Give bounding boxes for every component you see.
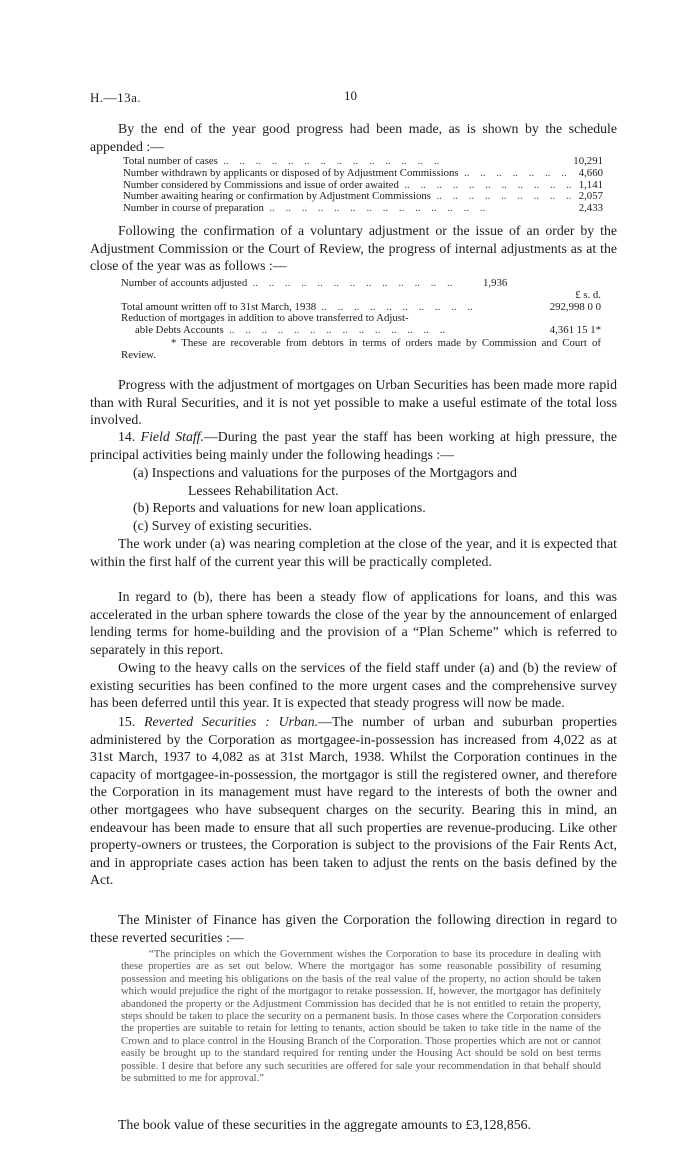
- schedule-value: 10,291: [573, 155, 603, 167]
- list-marker: (b): [133, 500, 150, 516]
- schedule-value: 2,057: [578, 190, 603, 203]
- reverted-paragraph: [90, 713, 617, 889]
- work-paragraph: The work under (a) was nearing completion at the close of the year, and it is expected that within the first half of the current year this will be practically completed.: [90, 536, 617, 569]
- reduction-label: able Debts Accounts ..: [121, 325, 477, 337]
- schedule-value: 4,660: [578, 166, 603, 179]
- reduction-value: 4,361 15 1*: [549, 324, 601, 337]
- schedule-row: [123, 191, 603, 203]
- section-heading: Field Staff.: [140, 429, 204, 444]
- page-number: 10: [344, 88, 357, 103]
- adjustments-row: [121, 278, 601, 290]
- schedule-label: Number awaiting hearing or confirmation by Adjustment Commissions ..: [123, 191, 573, 203]
- schedule-row: [123, 203, 603, 215]
- list-text: Inspections and valuations for the purposes of the Mortgagors and: [151, 465, 517, 480]
- list-marker: (c): [133, 517, 149, 533]
- accounts-adjusted-label: Number of accounts adjusted ..: [121, 278, 463, 290]
- currency-header-row: [121, 290, 601, 302]
- regard-b-paragraph: In regard to (b), there has been a steady flow of applications for loans, and this was accelerated in the urban sphere towards the close of the year by the announcement of enlarged lending terms for home-building and the provision of a “Plan Scheme” which is referred to separately in this report.: [90, 589, 617, 657]
- document-reference: H.—13a.: [90, 90, 142, 105]
- section-text: —The number of urban and suburban properties administered by the Corporation as mortgagee-in-possession has increased from 4,022 as at 31st March, 1937 to 4,082 as at 31st March, 1938. Whilst the Corporation continues in the capacity of mortgagee-in-possession, the mortgagor is still the registered owner, and therefore the Corporation in its management must have regard to the interests of both the owner and other mortgagees who have subsequent charges on the security. Bearing this in mind, an endeavour has been made to ensure that all such properties are revenue-producing. Like other property-owners or trustees, the Corporation is subject to the provisions of the Fair Rents Act, and in appropriate cases action has been taken to adjust the rents on the basis defined by the Act.: [90, 714, 617, 888]
- written-off-label: Total amount written off to 31st March, 1938 ..: [121, 302, 477, 314]
- section-number: 15.: [118, 714, 136, 729]
- field-staff-paragraph: [90, 428, 617, 463]
- list-item-continuation: Lessees Rehabilitation Act.: [188, 482, 339, 498]
- accounts-adjusted-value: 1,936: [483, 277, 508, 289]
- section-text: —During the past year the staff has been working at high pressure, the principal activities being mainly under the following headings :—: [90, 429, 617, 462]
- currency-header: £ s. d.: [575, 288, 601, 301]
- adjustments-table: [121, 278, 601, 362]
- schedule-row: [123, 180, 603, 192]
- list-text: Survey of existing securities.: [151, 517, 312, 533]
- schedule-label: Number in course of preparation ..: [123, 203, 573, 215]
- schedule-label: Total number of cases ..: [123, 156, 567, 168]
- list-marker: (a): [133, 465, 149, 480]
- footnote: * These are recoverable from debtors in terms of orders made by Commission and Court of Review.: [121, 336, 601, 361]
- schedule-value: 2,433: [578, 202, 603, 215]
- schedule-row: [123, 168, 603, 180]
- section-heading: Reverted Securities : Urban.: [144, 714, 319, 729]
- list-item: [133, 464, 617, 482]
- adjustments-row: [121, 325, 601, 337]
- book-value-paragraph: The book value of these securities in the aggregate amounts to £3,128,856.: [118, 1117, 532, 1132]
- list-item: [133, 517, 617, 535]
- list-item: [133, 499, 617, 517]
- schedule-table: [123, 156, 603, 215]
- intro-paragraph: By the end of the year good progress had been made, as is shown by the schedule appended :—: [90, 121, 617, 154]
- list-text: Reports and valuations for new loan applications.: [152, 500, 426, 516]
- minister-paragraph: The Minister of Finance has given the Corporation the following direction in regard to these reverted securities :—: [90, 912, 617, 945]
- schedule-label: Number considered by Commissions and issue of order awaited ..: [123, 180, 573, 192]
- schedule-value: 1,141: [578, 178, 603, 191]
- confirmation-paragraph: Following the confirmation of a voluntary adjustment or the issue of an order by the Adjustment Commission or the Court of Review, the progress of internal adjustments as at the close of the year was as follows :—: [90, 223, 617, 274]
- minister-direction-quote: “The principles on which the Government wishes the Corporation to base its procedure in dealing with these properties are as set out below. Where the mortgagor has some reasonable possibility of resuming possession and meeting his obligations on the basis of the real value of the property, no action should be taken which would prejudice the right of the mortgagor to retake possession. If, however, the mortgagor has definitely abandoned the property or the Adjustment Commission has decided that he is not entitled to retain the property, steps should be taken to place the security on a permanent basis. In those cases where the Corporation considers the properties are suitable to retain for letting to tenants, action should be taken to take title in the name of the Crown and to place control in the Housing Branch of the Corporation. Those properties which are not or cannot easily be brought up to the standard required for renting under the Housing Act should be sold on best terms possible. I desire that before any such securities are offered for sale your recommendation in that behalf should be submitted to me for approval.”: [121, 949, 601, 1085]
- owing-paragraph: Owing to the heavy calls on the services of the field staff under (a) and (b) the review of existing securities has been confined to the more urgent cases and the comprehensive survey has been deferred until this year. It is expected that steady progress will now be made.: [90, 660, 617, 711]
- schedule-row: [123, 156, 603, 168]
- reduction-label-line: Reduction of mortgages in addition to above transferred to Adjust-: [121, 312, 409, 325]
- section-number: 14.: [118, 429, 136, 444]
- written-off-value: 292,998 0 0: [549, 300, 601, 313]
- schedule-label: Number withdrawn by applicants or disposed of by Adjustment Commissions ..: [123, 168, 573, 180]
- field-staff-list: [133, 464, 617, 534]
- progress-paragraph: Progress with the adjustment of mortgages on Urban Securities has been made more rapid than with Rural Securities, and it is not yet possible to make a useful estimate of the total loss involved.: [90, 377, 617, 428]
